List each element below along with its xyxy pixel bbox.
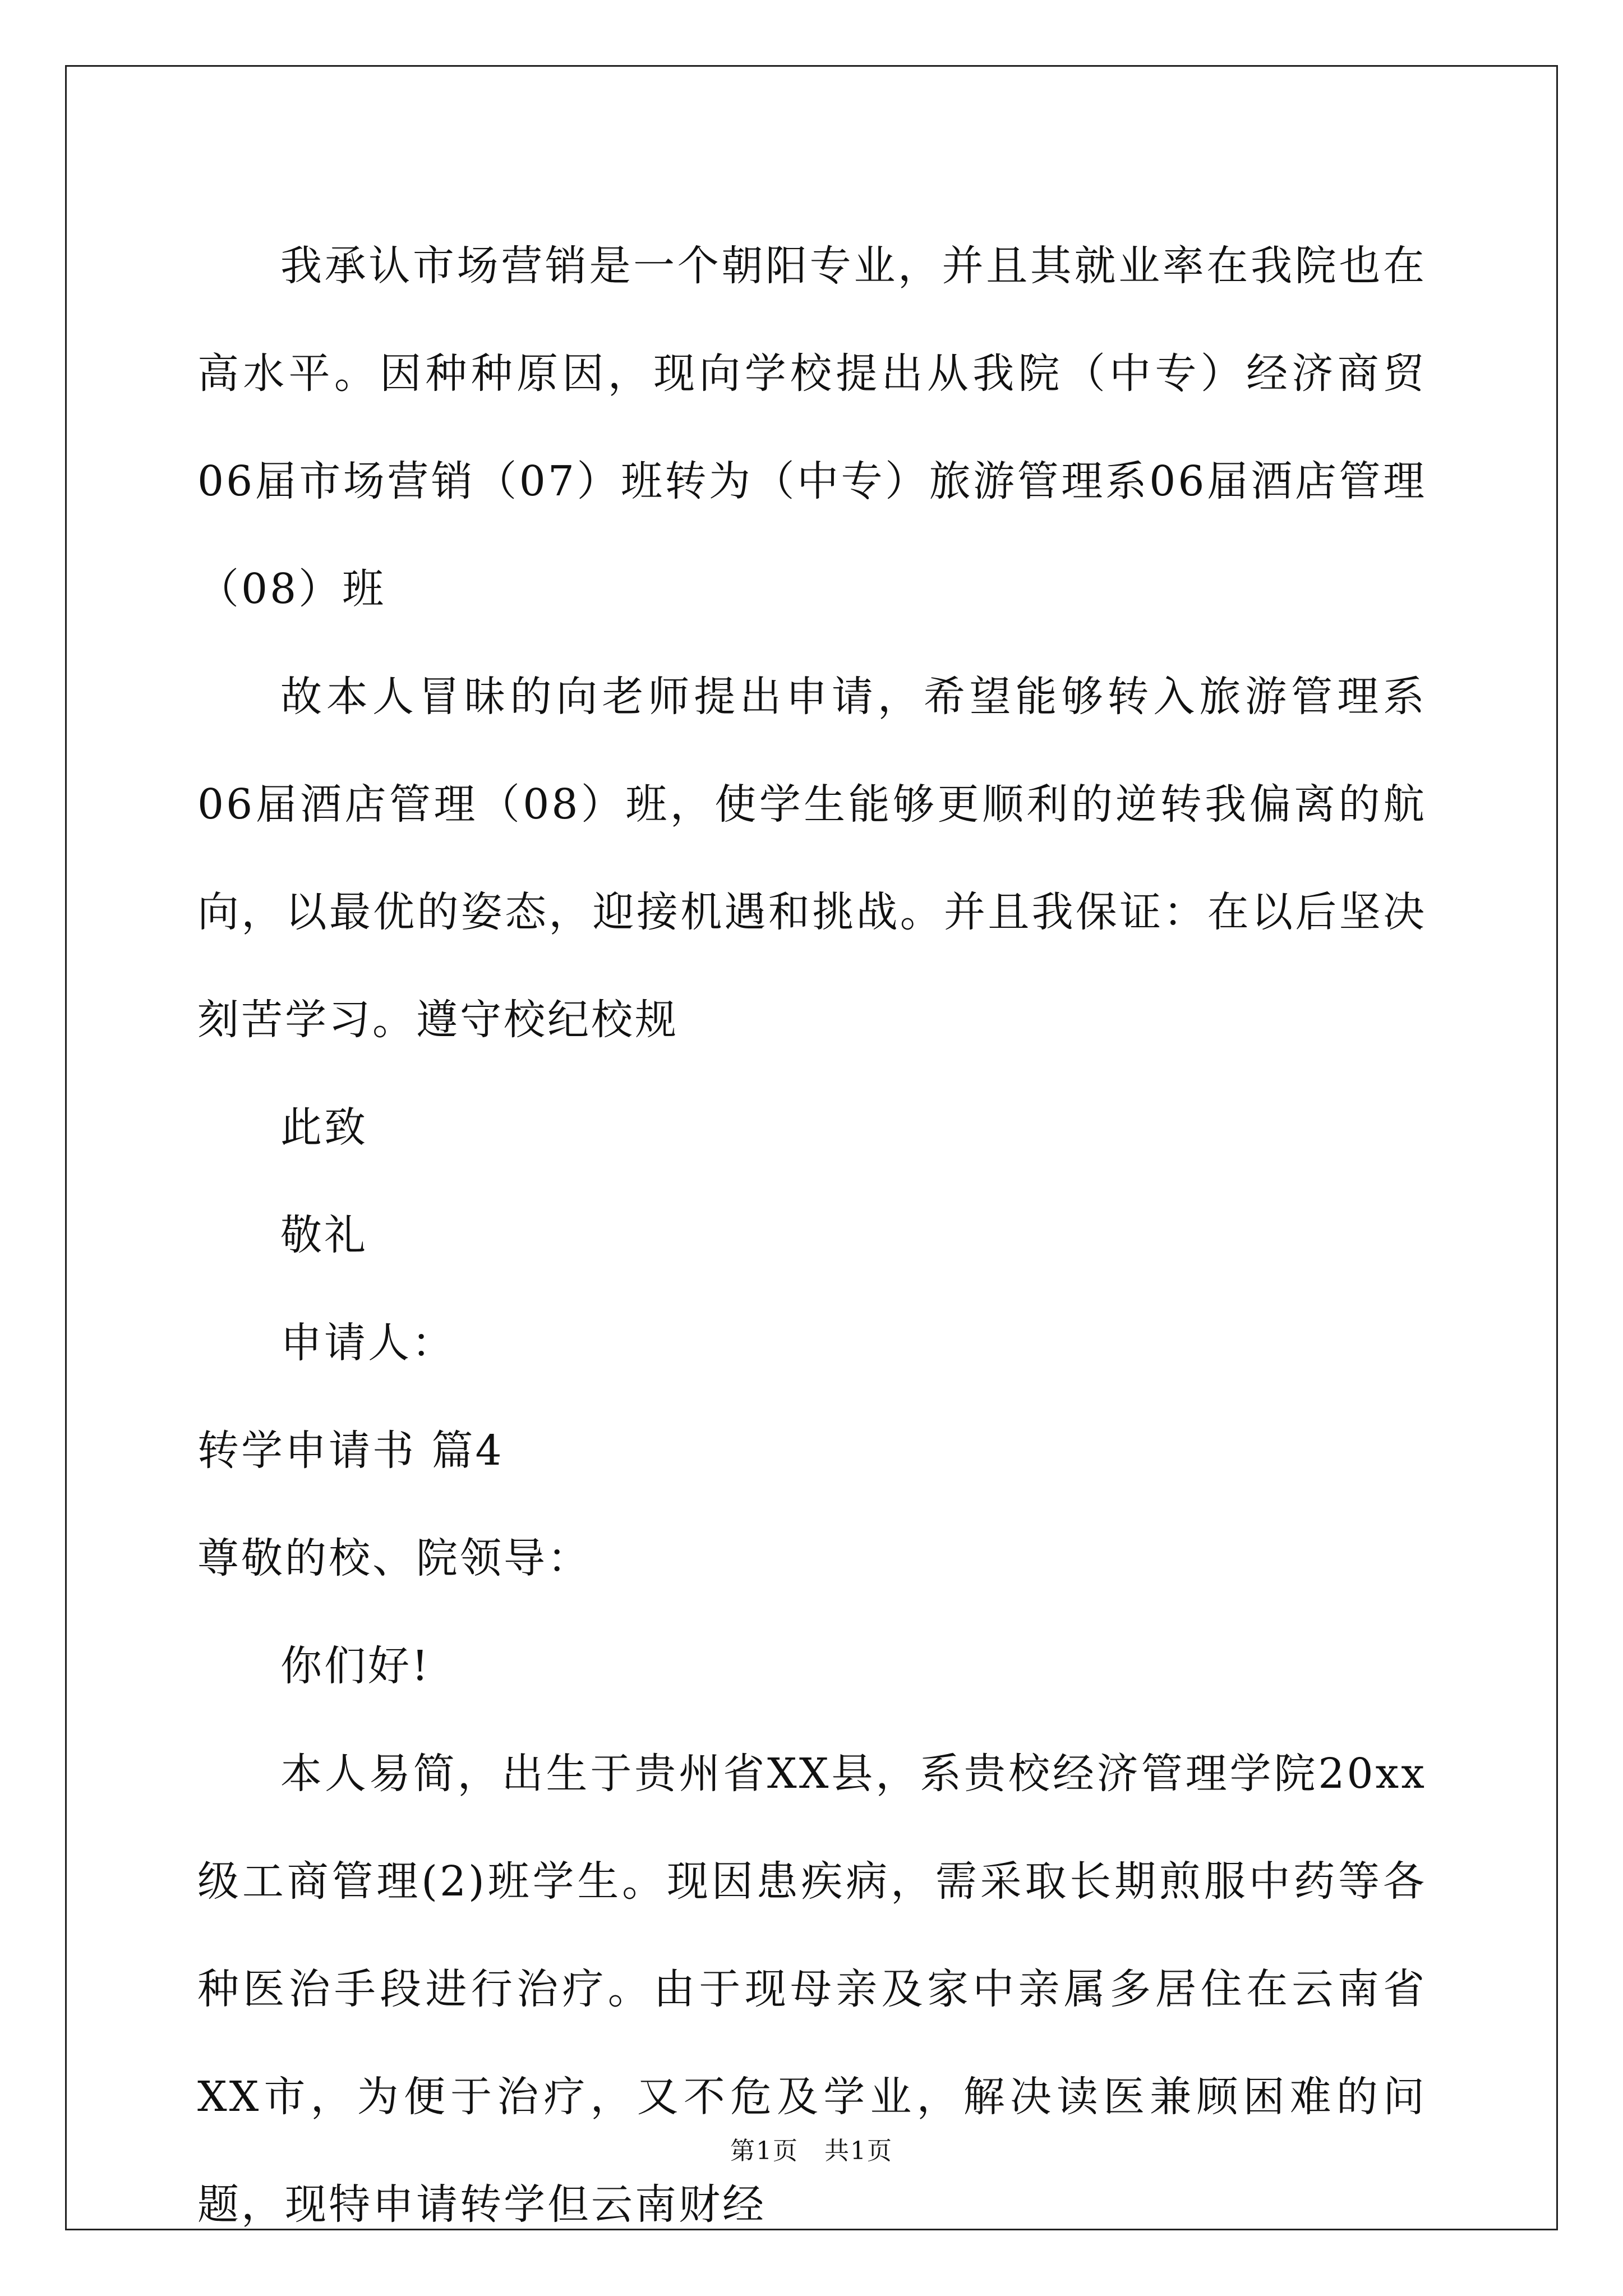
closing-jingli: 敬礼 [280,1211,368,1259]
paragraph-request: 故本人冒昧的向老师提出申请，希望能够转入旅游管理系06届酒店管理（08）班，使学生能够更顺利的逆转我偏离的航向，以最优的姿态，迎接机遇和挑战。并且我保证：在以后坚决刻苦学习。遵守校纪校规 [197,673,1427,1044]
closing-cizhi: 此致 [280,1103,368,1152]
paragraph-reason: 本人易简，出生于贵州省XX县，系贵校经济管理学院20xx级工商管理(2)班学生。现因患疾病，需采取长期煎服中药等各种医治手段进行治疗。由于现母亲及家中亲属多居住在云南省XX市，为便于治疗，又不危及学业，解决读医兼顾困难的问题，现特申请转学但云南财经 [197,1750,1427,2229]
applicant-signature: 申请人： [280,1319,455,1367]
salutation: 尊敬的校、院领导： [197,1534,591,1582]
paragraph-major-statement: 我承认市场营销是一个朝阳专业，并且其就业率在我院也在高水平。因种种原因，现向学校提出从我院（中专）经济商贸06届市场营销（07）班转为（中专）旅游管理系06届酒店管理（08）班 [197,242,1427,613]
greeting: 你们好! [280,1642,431,1690]
document-body [197,212,1427,2258]
page-number-footer: 第1页 共1页 [730,2137,893,2165]
section-heading: 转学申请书 篇4 [197,1427,504,1475]
